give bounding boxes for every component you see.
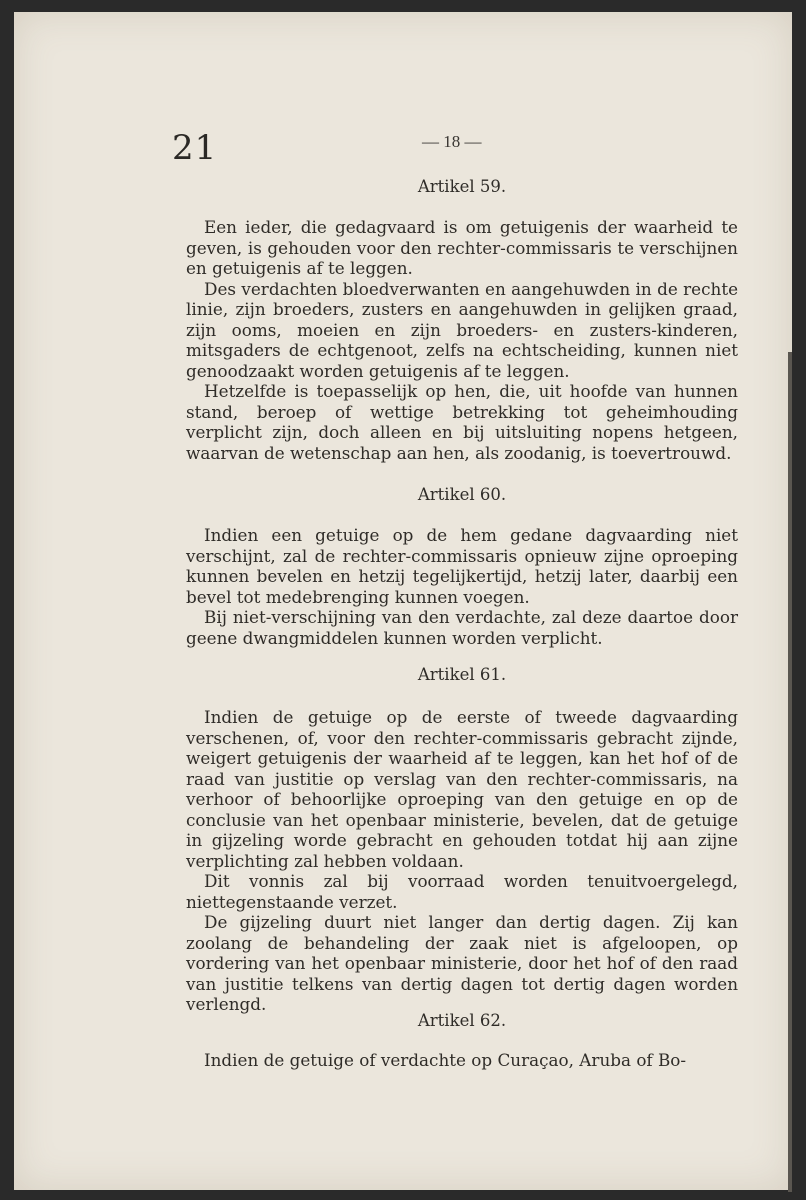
article-60-paragraph-1: Indien een getuige op de hem gedane dagvaarding niet verschijnt, zal de rechter-commissaris opnieuw zijne oproeping kunnen bevelen en hetzij tegelijkertijd, hetzij later, daarbij een bevel tot medebrenging kunnen voegen. xyxy=(186,525,738,607)
article-59-paragraph-2: Des verdachten bloedverwanten en aangehuwden in de rechte linie, zijn broeders, zusters en aangehuwden in gelijken graad, zijn ooms, moeien en zijn broeders- en zusters-kinderen, mitsgaders de echtgenoot, zelfs na echtscheiding, kunnen niet genoodzaakt worden getuigenis af te leggen. xyxy=(186,278,738,381)
article-59-paragraph-3: Hetzelfde is toepasselijk op hen, die, uit hoofde van hunnen stand, beroep of wettige betrekking tot geheimhouding verplicht zijn, doch alleen en bij uitsluiting nopens hetgeen, waarvan de wetenschap aan hen, als zoodanig, is toevertrouwd. xyxy=(186,381,738,463)
article-62-heading: Artikel 62. xyxy=(417,1011,507,1030)
article-62-paragraph-1: Indien de getuige of verdachte op Curaçao, Aruba of Bo- xyxy=(204,1050,687,1070)
article-61-paragraph-1: Indien de getuige op de eerste of tweede dagvaarding verschenen, of, voor den rechter-commissaris gebracht zijnde, weigert getuigenis der waarheid af te leggen, kan het hof of de raad van justitie op verslag van den rechter-commissaris, na verhoor of behoorlijke oproeping van den getuige en op de conclusie van het openbaar ministerie, bevelen, dat de getuige in gijzeling worde gebracht en gehouden totdat hij aan zijne verplichting zal hebben voldaan. xyxy=(186,707,738,871)
page-edge-shadow xyxy=(788,352,792,1192)
folio-number: 21 xyxy=(172,128,218,168)
article-59-paragraph-1: Een ieder, die gedagvaard is om getuigenis der waarheid te geven, is gehouden voor den rechter-commissaris te verschijnen en getuigenis af te leggen. xyxy=(186,217,738,278)
article-59-body xyxy=(186,217,738,463)
article-60-paragraph-2: Bij niet-verschijning van den verdachte, zal deze daartoe door geene dwangmiddelen kunnen worden verplicht. xyxy=(186,607,738,648)
article-61-paragraph-2: Dit vonnis zal bij voorraad worden tenuitvoergelegd, niettegenstaande verzet. xyxy=(186,871,738,912)
article-60-body xyxy=(186,525,738,648)
article-59-heading: Artikel 59. xyxy=(417,177,507,196)
article-61-heading: Artikel 61. xyxy=(417,665,507,684)
article-62-body xyxy=(186,1050,738,1071)
article-61-paragraph-3: De gijzeling duurt niet langer dan dertig dagen. Zij kan zoolang de behandeling der zaak niet is afgeloopen, op vordering van het openbaar ministerie, door het hof of den raad van justitie telkens van dertig dagen tot dertig dagen worden verlengd. xyxy=(186,912,738,1014)
article-61-body xyxy=(186,707,738,1015)
page-number: — 18 — xyxy=(422,132,482,151)
article-60-heading: Artikel 60. xyxy=(417,485,507,504)
